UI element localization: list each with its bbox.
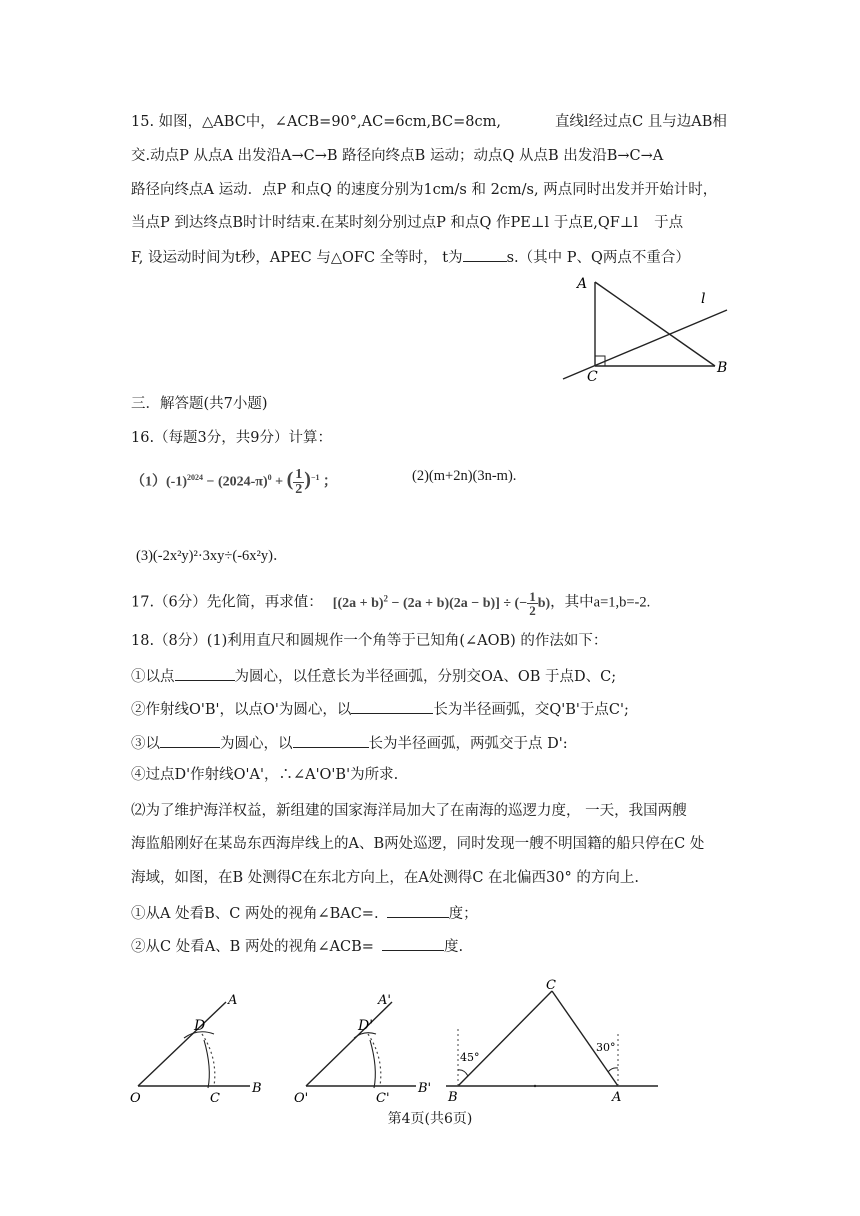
q15-line-2: 交.动点P 从点A 出发沿A→C→B 路径向终点B 运动；动点Q 从点B 出发沿B→C→A — [131, 148, 664, 164]
q15-line-4a: 当点P 到达终点B时计时结束.在某时刻分别过点P 和点Q 作PE⊥l 于点E,QF⊥l — [131, 215, 639, 231]
fig2-label-d: D' — [358, 1018, 374, 1034]
q16-p1-exp1: 2024 — [187, 473, 203, 482]
ray-oa — [138, 1002, 226, 1086]
q18-part2-line-3: 海域，如图，在B 处测得C在东北方向上，在A处测得C 在北偏西30° 的方向上. — [131, 870, 639, 886]
q18-part2-line-1: ⑵为了维护海洋权益，新组建的国家海洋局加大了在南海的巡逻力度， 一天，我国两艘 — [131, 803, 687, 819]
label-l: l — [701, 291, 706, 307]
q17-suffix: ，其中a=1,b=-2. — [550, 594, 651, 611]
q16-p1-exp3: −1 — [310, 473, 320, 482]
q15-triangle-figure — [555, 272, 745, 384]
page-footer: 第4页(共6页) — [387, 1111, 473, 1127]
fig2-label-a: A' — [378, 993, 391, 1008]
fig1-label-o: O — [130, 1091, 141, 1106]
q16-p1-label: （1） — [131, 474, 166, 490]
fig2-label-c: C' — [376, 1091, 390, 1106]
q16-p1-term1: (-1) — [166, 474, 187, 490]
q18-part2-q1 — [131, 902, 478, 924]
q18-blank-4 — [293, 732, 369, 748]
q18-step-1a: ①以点 — [131, 669, 175, 685]
coast-dot — [534, 1085, 536, 1087]
q16-part-3: (3)(-2x²y)²·3xy÷(-6x²y)． — [136, 548, 288, 564]
fig3-label-a: A — [612, 1090, 622, 1105]
fig3-label-c: C — [546, 978, 556, 993]
figure-coastline — [440, 975, 665, 1106]
q18-part2-q2 — [131, 935, 463, 957]
q16-p1-frac-num: 1 — [295, 466, 303, 482]
q18-blank-6 — [382, 935, 444, 951]
q15-line-1 — [131, 112, 727, 132]
section-3-title: 三．解答题(共7小题) — [131, 396, 268, 412]
q16-p1-plus: + — [275, 474, 284, 490]
q18-blank-5 — [387, 902, 449, 918]
side-bc — [458, 991, 552, 1086]
q16-part-2: (2)(m+2n)(3n-m). — [412, 468, 517, 484]
q18-step-3a: ③以 — [131, 736, 160, 752]
q17-expr-b: − (2a + b)(2a − b)] ÷ (− — [388, 595, 528, 611]
q15-line-5 — [131, 246, 690, 268]
q18-step-1 — [131, 665, 616, 687]
q17-fraction — [527, 590, 538, 617]
q18-step-2 — [131, 698, 629, 720]
q17-expr-c: b) — [537, 595, 551, 611]
q18-header: 18.（8分）(1)利用直尺和圆规作一个角等于已知角(∠AOB) 的作法如下： — [131, 633, 608, 649]
fig1-label-d: D — [194, 1018, 206, 1034]
q17-expression — [332, 588, 551, 618]
fig2-label-o: O' — [294, 1091, 309, 1106]
label-a: A — [577, 276, 588, 292]
q18-part2-line-2: 海监船刚好在某岛东西海岸线上的A、B两处巡逻，同时发现一艘不明国籍的船只停在C 处 — [131, 836, 705, 852]
q17-frac-num: 1 — [529, 588, 536, 604]
q18-step-2a: ②作射线O'B'，以点O'为圆心，以 — [131, 702, 352, 718]
q16-p1-term2: (2024-π) — [217, 474, 268, 490]
q18-q2a: ②从C 处看A、B 两处的视角∠ACB= — [131, 939, 374, 955]
label-b: B — [717, 360, 728, 376]
side-ab — [595, 282, 715, 366]
q15-answer-blank — [463, 246, 507, 262]
q15-line-5a: F, 设运动时间为t秒，APEC 与△OFC 全等时， t为 — [131, 250, 463, 266]
q16-part-1: $(1)(-1)^{2024} - (2024-\pi)^0$ + ( $\frac{1}{2}$ )$^{-1}$ ； — [131, 466, 338, 497]
fig3-angle-a: 30° — [596, 1041, 616, 1054]
fig1-label-c: C — [210, 1091, 220, 1106]
q16-p1-frac-den: 2 — [295, 481, 303, 497]
q15-line-1a: 15. 如图，△ABC中，∠ACB=90°,AC=6cm,BC=8cm, — [131, 114, 501, 130]
q18-step-3 — [131, 732, 568, 754]
q18-step-2b: 长为半径画弧，交Q'B'于点C'; — [433, 702, 629, 718]
q18-q1b: 度； — [448, 906, 478, 922]
figure-angle-aob — [128, 990, 270, 1106]
fig1-label-a: A — [228, 993, 238, 1008]
arc-short-prime — [370, 1040, 375, 1088]
q18-blank-1 — [175, 665, 235, 681]
fig3-label-b: B — [448, 1090, 458, 1105]
fig3-angle-b: 45° — [460, 1051, 480, 1064]
q18-q2b: 度. — [443, 939, 464, 955]
q18-step-3c: 长为半径画弧，两弧交于点 D': — [368, 736, 568, 752]
q18-step-3b: 为圆心，以 — [220, 736, 293, 752]
q15-line-4 — [131, 213, 683, 233]
angle-arc-b — [458, 1070, 468, 1076]
q16-p1-exp2: 0 — [267, 473, 272, 482]
q16-p1-minus: − — [206, 474, 215, 490]
q17-expr-a-exp: 2 — [383, 593, 389, 603]
figure-angle-a-prime — [292, 990, 442, 1106]
q18-blank-2 — [351, 698, 433, 714]
ray-o-a-prime — [306, 1002, 392, 1086]
q18-step-4: ④过点D'作射线O'A'，∴∠A'O'B'为所求. — [131, 767, 399, 783]
q18-blank-3 — [160, 732, 220, 748]
q16-p1-end: ； — [323, 474, 338, 490]
q16-header: 16.（每题3分，共9分）计算： — [131, 430, 333, 446]
q15-line-3: 路径向终点A 运动．点P 和点Q 的速度分别为1cm/s 和 2cm/s, 两点同时出发并开始计时， — [131, 182, 718, 198]
fig1-label-b: B — [252, 1081, 262, 1096]
label-c: C — [587, 369, 598, 384]
q17-frac-den: 2 — [529, 602, 536, 618]
q15-line-4b: 于点 — [654, 215, 684, 231]
fig2-label-b: B' — [418, 1081, 432, 1096]
arc-short — [204, 1040, 209, 1088]
q18-q1a: ①从A 处看B、C 两处的视角∠BAC=. — [131, 906, 379, 922]
q16-p1-fraction — [293, 468, 304, 497]
q15-line-1b: 直线l经过点C 且与边AB相 — [554, 114, 727, 130]
q18-step-1b: 为圆心，以任意长为半径画弧，分别交OA、OB 于点D、C; — [234, 669, 617, 685]
q17-expr-a: [(2a + b) — [332, 595, 384, 611]
q17-prefix: 17.（6分）先化简，再求值： — [131, 594, 323, 611]
q15-line-5b: s.（其中 P、Q两点不重合） — [506, 250, 690, 266]
q17-line — [131, 588, 650, 618]
angle-arc-a — [608, 1068, 618, 1072]
